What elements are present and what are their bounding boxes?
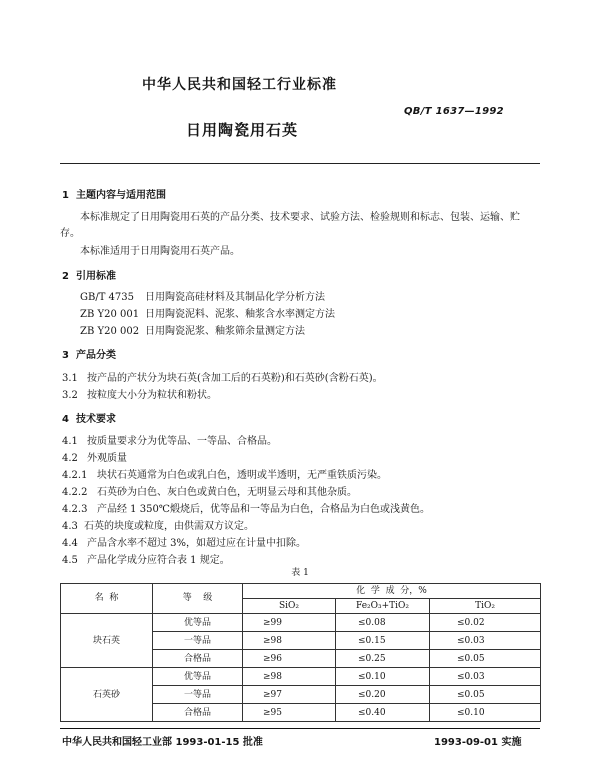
sio2-cell: ≥97	[243, 686, 336, 704]
header-name: 名 称	[61, 584, 153, 614]
fe2o3-tio2-cell: ≤0.10	[336, 668, 430, 686]
table-row	[61, 668, 541, 686]
clause-number: 3.2	[62, 390, 78, 401]
grade-cell: 合格品	[153, 704, 243, 722]
clause-number: 4.4	[62, 538, 78, 549]
grade-cell: 优等品	[153, 614, 243, 632]
section-1-number: 1	[62, 190, 69, 201]
table-header-row	[61, 584, 541, 599]
clause-number: 3.1	[62, 373, 78, 384]
fe2o3-tio2-cell: ≤0.08	[336, 614, 430, 632]
section-2-title: 引用标准	[76, 271, 116, 282]
fe2o3-tio2-cell: ≤0.20	[336, 686, 430, 704]
clause-text: 按质量要求分为优等品、一等品、合格品。	[87, 436, 277, 447]
chemical-composition-table	[60, 583, 541, 722]
tio2-cell: ≤0.05	[430, 650, 541, 668]
fe2o3-tio2-cell: ≤0.40	[336, 704, 430, 722]
sio2-cell: ≥98	[243, 668, 336, 686]
approval-statement: 中华人民共和国轻工业部 1993-01-15 批准	[62, 737, 263, 748]
sio2-cell: ≥96	[243, 650, 336, 668]
tio2-cell: ≤0.10	[430, 704, 541, 722]
table-row	[61, 614, 541, 632]
section-4-title: 技术要求	[76, 414, 116, 425]
footer-divider	[60, 728, 540, 729]
effective-date: 1993-09-01 实施	[434, 737, 522, 748]
grade-cell: 合格品	[153, 650, 243, 668]
clause-text: 外观质量	[87, 453, 127, 464]
header-grade: 等 级	[153, 584, 243, 614]
clause-text: 产品化学成分应符合表 1 规定。	[87, 555, 230, 566]
clause-number: 4.2	[62, 453, 78, 464]
clause-number: 4.2.1	[62, 470, 88, 481]
reference-title: 日用陶瓷高硅材料及其制品化学分析方法	[145, 292, 325, 303]
standard-code: QB/T 1637—1992	[404, 106, 504, 117]
reference-code: GB/T 4735	[80, 292, 135, 303]
product-name: 块石英	[61, 614, 153, 668]
header-divider	[60, 163, 540, 164]
header-sio2: SiO₂	[243, 599, 336, 614]
clause-text: 石英的块度或粒度，由供需双方议定。	[84, 521, 254, 532]
header-fe2o3-tio2: Fe₂O₃+TiO₂	[336, 599, 430, 614]
fe2o3-tio2-cell: ≤0.15	[336, 632, 430, 650]
tio2-cell: ≤0.02	[430, 614, 541, 632]
sio2-cell: ≥99	[243, 614, 336, 632]
table-caption: 表 1	[291, 568, 309, 578]
scope-paragraph-1: 本标准规定了日用陶瓷用石英的产品分类、技术要求、试验方法、检验规则和标志、包装、运输、贮存。	[60, 212, 520, 239]
section-3-number: 3	[62, 350, 69, 361]
tio2-cell: ≤0.03	[430, 668, 541, 686]
tio2-cell: ≤0.03	[430, 632, 541, 650]
reference-title: 日用陶瓷泥料、泥浆、釉浆含水率测定方法	[145, 309, 335, 320]
page-title: 日用陶瓷用石英	[186, 121, 299, 139]
scope-paragraph-2: 本标准适用于日用陶瓷用石英产品。	[80, 246, 240, 257]
grade-cell: 一等品	[153, 632, 243, 650]
clause-number: 4.5	[62, 555, 78, 566]
product-name: 石英砂	[61, 668, 153, 722]
issuing-body-header: 中华人民共和国轻工行业标准	[142, 77, 337, 93]
section-2-number: 2	[62, 271, 69, 282]
grade-cell: 优等品	[153, 668, 243, 686]
clause-number: 4.3	[62, 521, 78, 532]
sio2-cell: ≥95	[243, 704, 336, 722]
section-4-number: 4	[62, 414, 69, 425]
clause-text: 块状石英通常为白色或乳白色，透明或半透明，无严重铁质污染。	[97, 470, 387, 481]
header-chemical-composition: 化 学 成 分，%	[243, 584, 541, 599]
clause-text: 按粒度大小分为粒状和粉状。	[87, 390, 217, 401]
clause-text: 产品含水率不超过 3%，如超过应在计量中扣除。	[87, 538, 307, 549]
header-tio2: TiO₂	[430, 599, 541, 614]
grade-cell: 一等品	[153, 686, 243, 704]
clause-number: 4.1	[62, 436, 78, 447]
clause-text: 产品经 1 350℃煅烧后，优等品和一等品为白色，合格品为白色或浅黄色。	[97, 504, 430, 515]
sio2-cell: ≥98	[243, 632, 336, 650]
reference-title: 日用陶瓷泥浆、釉浆筛余量测定方法	[145, 326, 305, 337]
reference-code: ZB Y20 002	[80, 326, 140, 337]
clause-number: 4.2.2	[62, 487, 88, 498]
clause-text: 石英砂为白色、灰白色或黄白色，无明显云母和其他杂质。	[97, 487, 357, 498]
clause-number: 4.2.3	[62, 504, 88, 515]
reference-code: ZB Y20 001	[80, 309, 140, 320]
section-1-title: 主题内容与适用范围	[76, 190, 166, 201]
tio2-cell: ≤0.05	[430, 686, 541, 704]
fe2o3-tio2-cell: ≤0.25	[336, 650, 430, 668]
section-3-title: 产品分类	[76, 350, 116, 361]
clause-text: 按产品的产状分为块石英(含加工后的石英粉)和石英砂(含粉石英)。	[87, 373, 383, 384]
